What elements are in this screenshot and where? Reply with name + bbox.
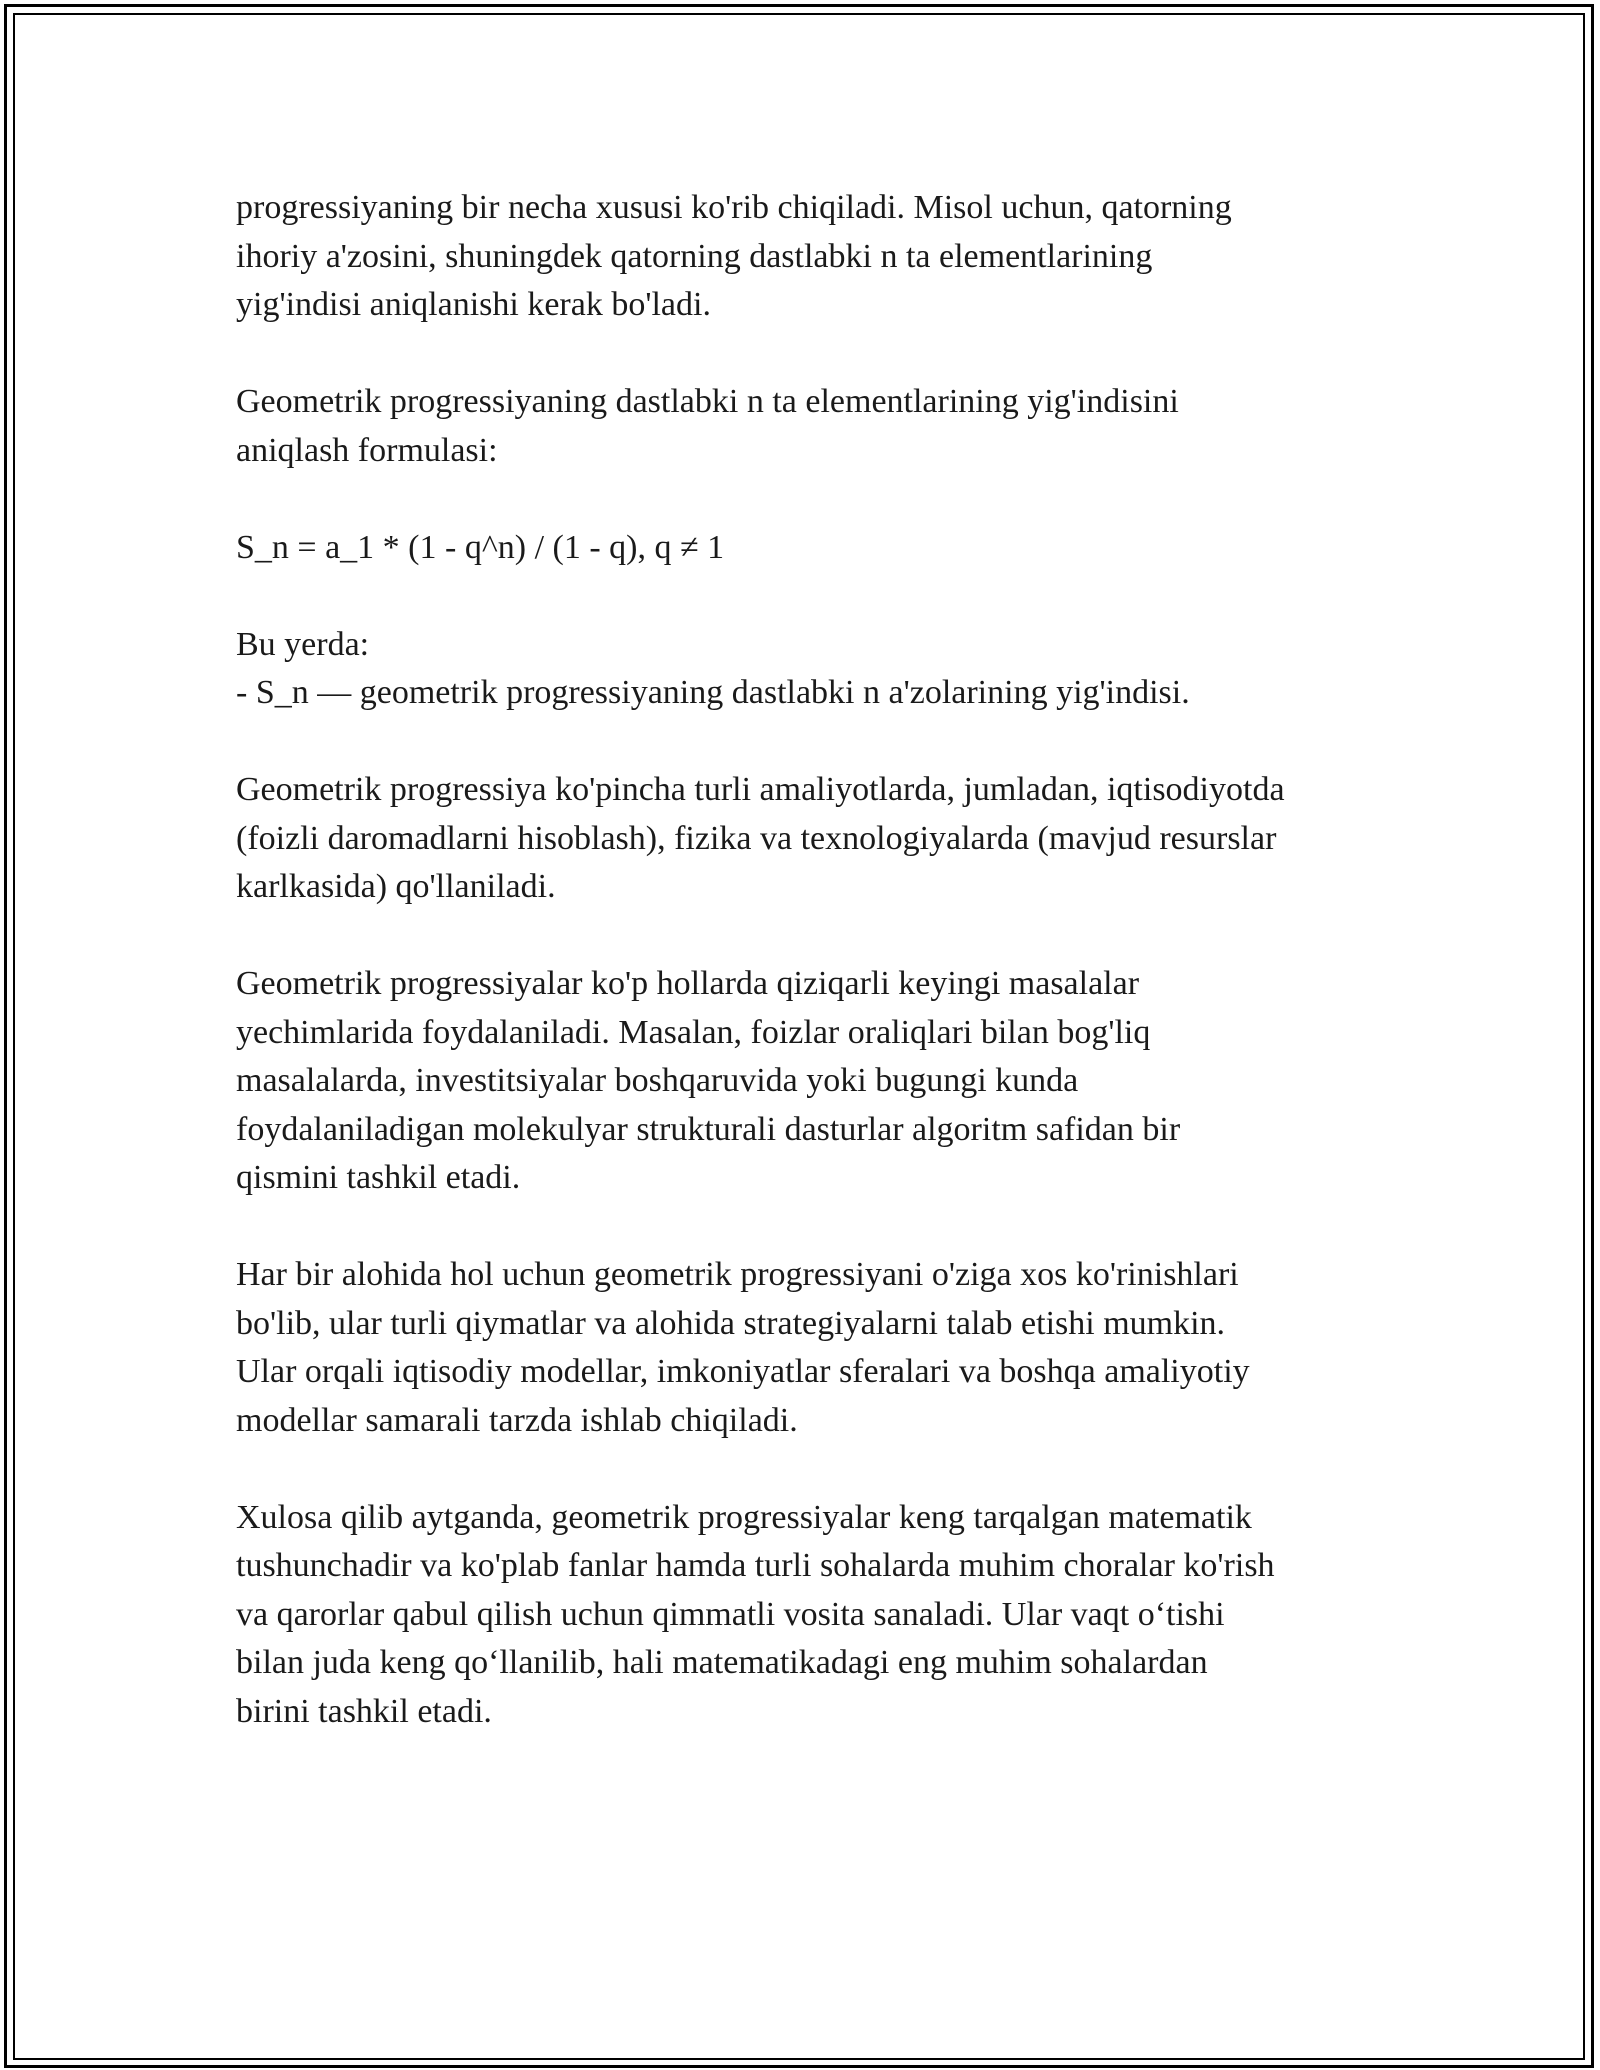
paragraph-cases: Har bir alohida hol uchun geometrik progressiyani o'ziga xos ko'rinishlari bo'lib, ular turli qiymatlar va alohida strategiyalarni talab etishi mumkin. Ular orqali iqtisodiy modellar, imkoniyatlar sferalari va boshqa amaliyotiy modellar samarali tarzda ishlab chiqiladi. [236, 1256, 1250, 1439]
paragraph-definitions: Bu yerda: - S_n — geometrik progressiyaning dastlabki n a'zolarining yig'indisi. [236, 625, 1190, 711]
paragraph-applications: Geometrik progressiya ko'pincha turli amaliyotlarda, jumladan, iqtisodiyotda (foizli daromadlarni hisoblash), fizika va texnologiyalarda (mavjud resurslar karlkasida) qo'llaniladi. [236, 771, 1285, 905]
formula-sum: S_n = a_1 * (1 - q^n) / (1 - q), q ≠ 1 [236, 528, 725, 566]
paragraph-conclusion: Xulosa qilib aytganda, geometrik progressiyalar keng tarqalgan matematik tushunchadir va ko'plab fanlar hamda turli sohalarda muhim choralar ko'rish va qarorlar qabul qilish uchun qimmatli vosita sanaladi. Ular vaqt oʻtishi bilan juda keng qoʻllanilib, hali matematikadagi eng muhim sohalardan birini tashkil etadi. [236, 1498, 1275, 1730]
paragraph-intro: progressiyaning bir necha xususi ko'rib chiqiladi. Misol uchun, qatorning ihoriy a'zosini, shuningdek qatorning dastlabki n ta elementlarining yig'indisi aniqlanishi kerak bo'ladi. [236, 189, 1232, 323]
paragraph-examples: Geometrik progressiyalar ko'p hollarda qiziqarli keyingi masalalar yechimlarida foydalaniladi. Masalan, foizlar oraliqlari bilan bog'liq masalalarda, investitsiyalar boshqaruvida yoki bugungi kunda foydalaniladigan molekulyar strukturali dasturlar algoritm safidan bir qismini tashkil etadi. [236, 965, 1181, 1196]
document-body [236, 184, 1376, 1736]
paragraph-formula-heading: Geometrik progressiyaning dastlabki n ta elementlarining yig'indisini aniqlash formulasi: [236, 383, 1179, 469]
